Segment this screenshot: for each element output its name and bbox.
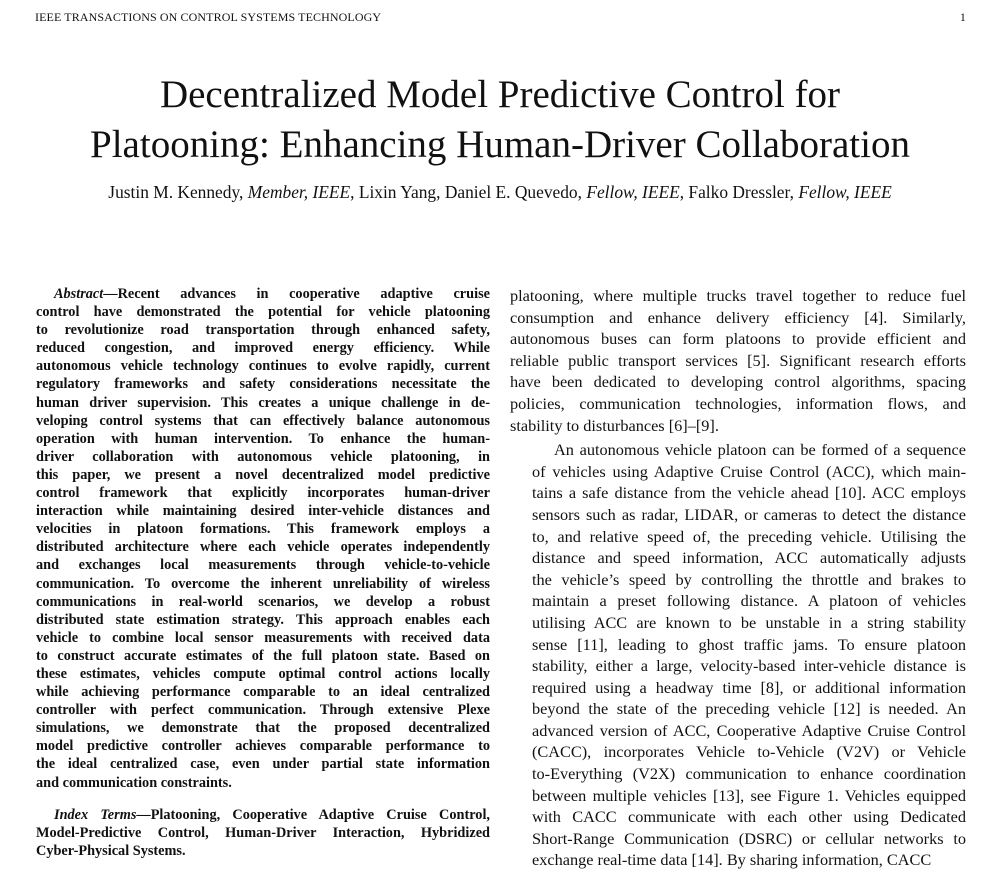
text-line-content: while achieving performance comparable to an ideal centralized bbox=[36, 684, 490, 701]
author-3-role: Fellow, IEEE bbox=[586, 182, 680, 202]
text-line bbox=[510, 328, 966, 350]
text-line bbox=[510, 371, 966, 393]
text-line-content: to revolutionize road transportation through enhanced safety, bbox=[36, 322, 490, 339]
text-line-content: sensors such as radar, LIDAR, or cameras to detect the distance bbox=[532, 504, 966, 524]
text-line bbox=[510, 307, 966, 329]
text-line bbox=[36, 593, 490, 611]
text-line-content: beyond the state of the preceding vehicle [12] is needed. An bbox=[532, 699, 966, 719]
text-line-content: autonomous buses can form platoons to provide efficient and bbox=[510, 329, 966, 349]
text-line-content: communications in real-world scenarios, we develop a robust bbox=[36, 593, 490, 610]
text-line-content: to, and relative speed of, the preceding vehicle. Utilising the bbox=[532, 526, 966, 546]
text-line-content: and communication constraints. bbox=[36, 774, 232, 791]
text-line-content: this paper, we present a novel decentralized model predictive bbox=[36, 466, 490, 483]
text-line bbox=[510, 504, 966, 526]
text-line-content: —Recent advances in cooperative adaptive cruise bbox=[103, 286, 490, 302]
paper-title bbox=[0, 70, 1000, 170]
text-line bbox=[510, 590, 966, 612]
text-line-content: policies, communication technologies, information flows, and bbox=[510, 393, 966, 413]
text-line-content: simulations, we demonstrate that the proposed decentralized bbox=[36, 720, 490, 737]
text-line-content: utilising ACC are known to be unstable in a string stability bbox=[532, 612, 966, 632]
text-line-content: control framework that explicitly incorporates human-driver bbox=[36, 485, 490, 502]
text-line bbox=[36, 430, 490, 448]
text-line bbox=[36, 701, 490, 719]
text-line bbox=[36, 339, 490, 357]
text-line bbox=[36, 556, 490, 574]
text-line-content: maintain a preset following distance. A platoon of vehicles bbox=[532, 591, 966, 611]
text-line-content: required using a headway time [8], or additional information bbox=[532, 677, 966, 697]
text-line bbox=[510, 763, 966, 785]
text-line-content: control have demonstrated the potential for vehicle platooning bbox=[36, 304, 490, 321]
text-line-content: veloping control systems that can effectively balance autonomous bbox=[36, 412, 490, 429]
text-line bbox=[36, 394, 490, 412]
text-line bbox=[36, 484, 490, 502]
text-line-content: regulatory frameworks and safety considerations necessitate the bbox=[36, 376, 490, 393]
text-line bbox=[36, 375, 490, 393]
abstract bbox=[36, 285, 490, 792]
text-line-content: Model-Predictive Control, Human-Driver Interaction, Hybridized bbox=[36, 824, 490, 841]
text-line-content: tains a safe distance from the vehicle ahead [10]. ACC employs bbox=[532, 483, 966, 503]
text-line bbox=[36, 538, 490, 556]
text-line-content: An autonomous vehicle platoon can be formed of a sequence bbox=[554, 440, 966, 460]
text-line-content: velocities in platoon formations. This framework employs a bbox=[36, 521, 490, 538]
text-line-content: operation with human intervention. To enhance the human- bbox=[36, 430, 490, 447]
text-line bbox=[510, 526, 966, 548]
text-line bbox=[36, 303, 490, 321]
text-line bbox=[36, 611, 490, 629]
text-line bbox=[510, 785, 966, 807]
journal-name: IEEE TRANSACTIONS ON CONTROL SYSTEMS TECHNOLOGY bbox=[35, 10, 382, 24]
author-list bbox=[0, 181, 1000, 203]
author-4: , Falko Dressler, bbox=[679, 182, 794, 202]
text-line-content: distance and speed information, ACC automatically adjusts bbox=[532, 548, 966, 568]
text-line-content: exchange real-time data [14]. By sharing information, CACC bbox=[532, 850, 932, 870]
text-line bbox=[510, 655, 966, 677]
text-line bbox=[36, 321, 490, 339]
text-line bbox=[510, 569, 966, 591]
body-paragraph-1 bbox=[510, 285, 966, 436]
index-terms-label: Index Terms bbox=[54, 806, 137, 823]
text-line-content: the vehicle’s speed by controlling the throttle and brakes to bbox=[532, 569, 966, 589]
text-line-content: sense [11], leading to ghost traffic jams. To ensure platoon bbox=[532, 634, 966, 654]
text-line bbox=[510, 393, 966, 415]
text-line-content: the ideal centralized case, even under partial state information bbox=[36, 756, 490, 773]
text-line bbox=[36, 806, 490, 824]
text-line-content: have been dedicated to developing control algorithms, spacing bbox=[510, 372, 966, 392]
text-line-content: stability, either a large, velocity-based inter-vehicle distance is bbox=[532, 656, 966, 676]
text-line-content: communication. To overcome the inherent unreliability of wireless bbox=[36, 575, 490, 592]
text-line bbox=[36, 357, 490, 375]
text-line bbox=[36, 412, 490, 430]
text-line-content: interaction while maintaining desired inter-vehicle distances and bbox=[36, 503, 490, 520]
text-line bbox=[510, 849, 966, 871]
text-line bbox=[36, 466, 490, 484]
text-line-content: Cyber-Physical Systems. bbox=[36, 842, 186, 859]
page-number: 1 bbox=[959, 10, 966, 24]
text-line bbox=[36, 683, 490, 701]
abstract-label: Abstract bbox=[54, 286, 104, 302]
text-line-content: reduced congestion, and improved energy efficiency. While bbox=[36, 340, 490, 357]
text-line-content: distributed architecture where each vehicle operates independently bbox=[36, 539, 490, 556]
text-line bbox=[510, 720, 966, 742]
text-line bbox=[510, 461, 966, 483]
text-line bbox=[36, 629, 490, 647]
text-line-content: distributed state estimation strategy. This approach enables each bbox=[36, 611, 490, 628]
text-line-content: driver collaboration with autonomous vehicle platooning, in bbox=[36, 448, 490, 465]
text-line-content: model predictive controller achieves comparable performance to bbox=[36, 738, 490, 755]
right-column bbox=[510, 285, 966, 870]
text-line-content: autonomous vehicle technology continues to evolve rapidly, current bbox=[36, 358, 490, 375]
title-line-2: Platooning: Enhancing Human-Driver Collaboration bbox=[90, 123, 910, 166]
text-line-content: advanced version of ACC, Cooperative Adaptive Cruise Control bbox=[532, 720, 966, 740]
author-1-role: Member, IEEE bbox=[247, 182, 351, 202]
text-line bbox=[510, 677, 966, 699]
text-line-content: to construct accurate estimates of the full platoon state. Based on bbox=[36, 647, 490, 664]
text-line bbox=[510, 547, 966, 569]
text-line bbox=[510, 634, 966, 656]
text-line bbox=[36, 774, 490, 792]
text-line bbox=[510, 285, 966, 307]
text-line bbox=[36, 575, 490, 593]
text-line bbox=[510, 828, 966, 850]
text-line-content: of vehicles using Adaptive Cruise Control (ACC), which main- bbox=[532, 461, 966, 481]
text-line bbox=[510, 806, 966, 828]
text-line bbox=[36, 520, 490, 538]
text-line bbox=[510, 439, 966, 461]
left-column bbox=[36, 285, 490, 865]
text-line-content: with CACC communicate with each other using Dedicated bbox=[532, 807, 966, 827]
title-line-1: Decentralized Model Predictive Control for bbox=[159, 73, 841, 116]
text-line bbox=[36, 842, 490, 860]
body-paragraph-2 bbox=[510, 439, 966, 871]
text-line bbox=[36, 755, 490, 773]
text-line-content: —Platooning, Cooperative Adaptive Cruise Control, bbox=[136, 806, 490, 823]
author-2-3: , Lixin Yang, Daniel E. Quevedo, bbox=[350, 182, 582, 202]
text-line-content: reliable public transport services [5]. Significant research efforts bbox=[510, 350, 966, 370]
text-line bbox=[510, 482, 966, 504]
text-line bbox=[36, 665, 490, 683]
text-line bbox=[510, 698, 966, 720]
running-head bbox=[35, 10, 966, 25]
text-line-content: human driver supervision. This creates a unique challenge in de- bbox=[36, 394, 490, 411]
index-terms bbox=[36, 806, 490, 860]
text-line-content: and exchanges local measurements through vehicle-to-vehicle bbox=[36, 557, 490, 574]
text-line-content: Short-Range Communication (DSRC) or cellular networks to bbox=[532, 828, 966, 848]
text-line-content: (CACC), incorporates Vehicle to-Vehicle (V2V) or Vehicle bbox=[532, 742, 966, 762]
text-line bbox=[36, 448, 490, 466]
text-line-content: consumption and enhance delivery efficiency [4]. Similarly, bbox=[510, 307, 966, 327]
text-line bbox=[510, 350, 966, 372]
author-1: Justin M. Kennedy, bbox=[108, 182, 244, 202]
text-line bbox=[36, 737, 490, 755]
text-line-content: to-Everything (V2X) communication to enhance coordination bbox=[532, 764, 966, 784]
text-line bbox=[36, 285, 490, 303]
text-line bbox=[36, 719, 490, 737]
text-line-content: vehicle to combine local sensor measurements with received data bbox=[36, 629, 490, 646]
text-line-content: platooning, where multiple trucks travel together to reduce fuel bbox=[510, 286, 966, 305]
text-line-content: stability to disturbances [6]–[9]. bbox=[510, 415, 719, 435]
text-line bbox=[510, 612, 966, 634]
text-line bbox=[36, 647, 490, 665]
text-line-content: between multiple vehicles [13], see Figure 1. Vehicles equipped bbox=[532, 785, 966, 805]
text-line bbox=[510, 741, 966, 763]
author-4-role: Fellow, IEEE bbox=[798, 182, 892, 202]
text-line bbox=[36, 502, 490, 520]
text-line bbox=[510, 415, 966, 437]
text-line bbox=[36, 824, 490, 842]
text-line-content: controller with perfect communication. Through extensive Plexe bbox=[36, 702, 490, 719]
text-line-content: these estimates, vehicles compute optimal control actions locally bbox=[36, 665, 490, 682]
